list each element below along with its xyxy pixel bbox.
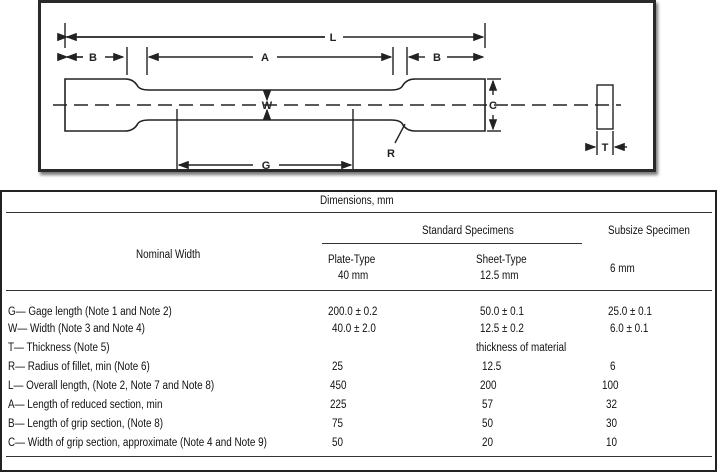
sheet-value: 12.5 — [482, 361, 502, 373]
row-label: G— Gage length (Note 1 and Note 2) — [8, 306, 172, 318]
subsize-value: 25.0 ± 0.1 — [608, 306, 652, 318]
label-R: R — [387, 148, 395, 160]
dimensions-table — [0, 190, 717, 472]
standard-specimens-header: Standard Specimens — [422, 225, 514, 237]
row-label: B— Length of grip section, (Note 8) — [8, 418, 164, 430]
plate-value: 225 — [330, 399, 347, 411]
specimen-drawing-panel — [38, 0, 656, 172]
subsize-value: 32 — [606, 399, 618, 411]
sheet-value: 20 — [482, 437, 494, 449]
table-rule-header — [6, 290, 712, 291]
label-T: T — [601, 142, 609, 154]
sheet-value: 200 — [480, 380, 497, 392]
sheet-value: 12.5 ± 0.2 — [480, 323, 524, 335]
subsize-value: 6.0 ± 0.1 — [610, 323, 649, 335]
row-label: T— Thickness (Note 5) — [8, 342, 110, 354]
thickness-view — [597, 85, 613, 129]
label-C: C — [489, 100, 497, 112]
table-rule-top — [6, 212, 712, 213]
specimen-drawing — [41, 3, 653, 169]
table-rule-bottom — [6, 456, 712, 457]
label-B-right: B — [433, 52, 441, 64]
plate-type-header: Plate-Type — [328, 254, 376, 266]
subsize-value: 10 — [606, 437, 618, 449]
plate-value: 40.0 ± 2.0 — [332, 323, 376, 335]
row-label: L— Overall length, (Note 2, Note 7 and Note 8) — [8, 380, 215, 392]
standard-rule — [322, 243, 582, 244]
label-L: L — [329, 32, 337, 44]
sheet-value: 50 — [482, 418, 494, 430]
label-A: A — [261, 52, 269, 64]
plate-value: 25 — [332, 361, 344, 373]
row-label: W— Width (Note 3 and Note 4) — [8, 323, 145, 335]
row-label: C— Width of grip section, approximate (Note 4 and Note 9) — [8, 437, 267, 449]
label-G: G — [261, 160, 271, 169]
sheet-type-width: 12.5 mm — [480, 270, 519, 282]
plate-value: 450 — [330, 380, 347, 392]
sheet-value: thickness of material — [476, 342, 567, 354]
plate-value: 200.0 ± 0.2 — [328, 306, 378, 318]
subsize-value: 30 — [606, 418, 618, 430]
nominal-width-header: Nominal Width — [136, 249, 201, 261]
sheet-value: 57 — [482, 399, 494, 411]
sheet-type-header: Sheet-Type — [476, 254, 527, 266]
plate-value: 50 — [332, 437, 344, 449]
plate-value: 75 — [332, 418, 344, 430]
label-B-left: B — [89, 52, 97, 64]
subsize-value: 6 — [610, 361, 616, 373]
row-label: A— Length of reduced section, min — [8, 399, 163, 411]
sheet-value: 50.0 ± 0.1 — [480, 306, 524, 318]
plate-type-width: 40 mm — [338, 270, 369, 282]
table-title: Dimensions, mm — [320, 195, 394, 207]
subsize-specimen-header: Subsize Specimen — [608, 225, 690, 237]
label-W: W — [261, 100, 273, 112]
subsize-width: 6 mm — [610, 263, 635, 275]
subsize-value: 100 — [602, 380, 619, 392]
row-label: R— Radius of fillet, min (Note 6) — [8, 361, 150, 373]
